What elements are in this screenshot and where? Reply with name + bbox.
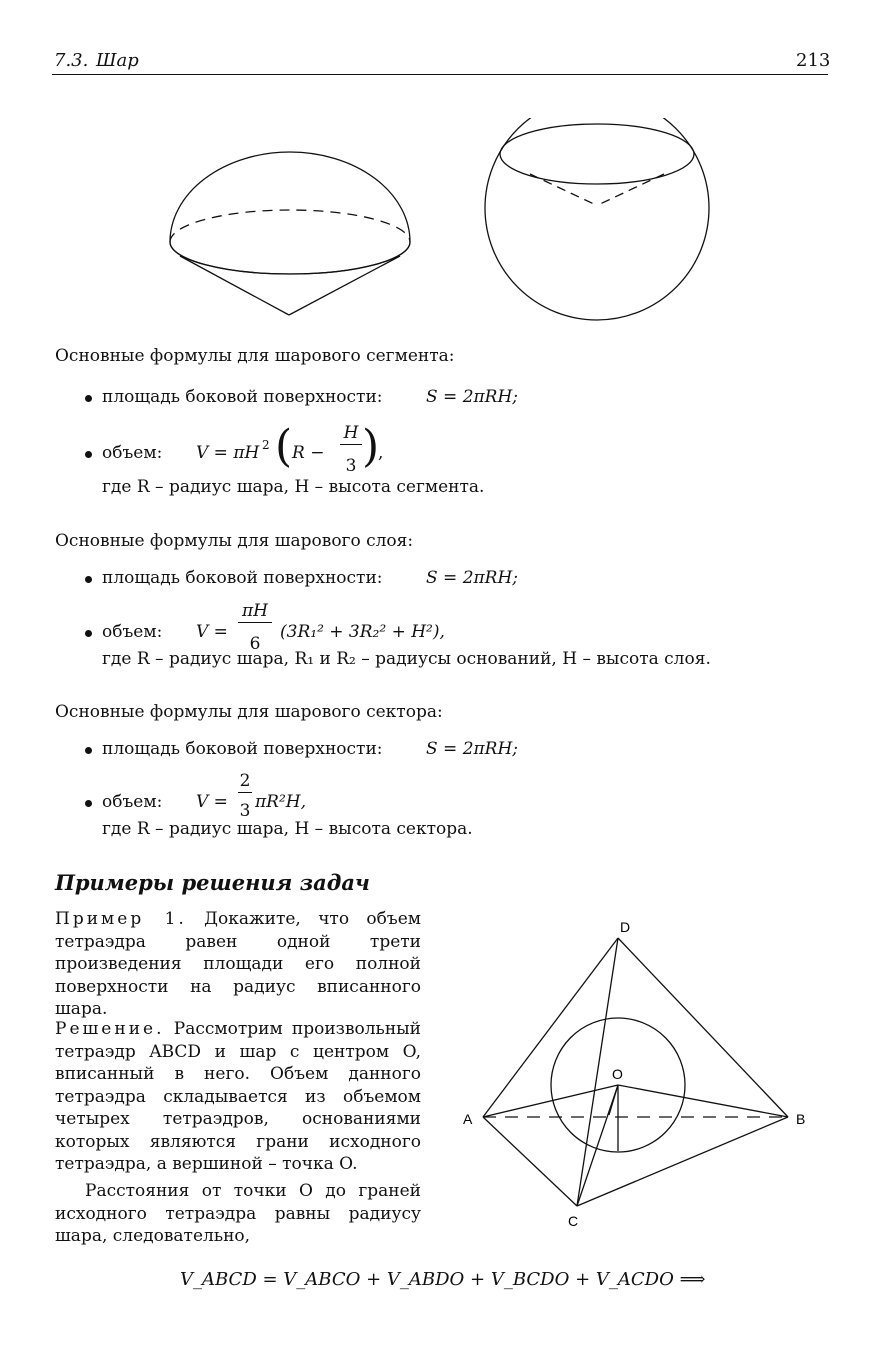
layer-volume-rhs: (3R₁² + 3R₂² + H²), xyxy=(280,622,445,642)
segment-volume-tail-comma: , xyxy=(378,443,384,463)
sector-lateral-formula: S = 2πRH; xyxy=(426,739,519,759)
layer-where: где R – радиус шара, R₁ и R₂ – радиусы оснований, H – высота слоя. xyxy=(102,649,711,669)
bullet-dot xyxy=(85,576,92,583)
label-b: B xyxy=(796,1111,806,1127)
segment-lateral-label: площадь боковой поверхности: xyxy=(102,387,383,407)
segment-volume-paren-a: R − xyxy=(292,443,325,463)
layer-lateral-label: площадь боковой поверхности: xyxy=(102,568,383,588)
solution-paragraph xyxy=(55,1018,421,1176)
bullet-dot xyxy=(85,800,92,807)
segment-volume-label: объем: xyxy=(102,443,163,463)
header-rule xyxy=(52,74,828,75)
label-c: C xyxy=(568,1213,579,1229)
page-number: 213 xyxy=(796,50,831,71)
sector-lateral-label: площадь боковой поверхности: xyxy=(102,739,383,759)
segment-sector-figures xyxy=(160,118,730,323)
sector-volume-label: объем: xyxy=(102,792,163,812)
examples-heading: Примеры решения задач xyxy=(55,870,370,895)
final-formula: V_ABCD = V_ABCO + V_ABDO + V_BCDO + V_ACDO ⟹ xyxy=(180,1269,706,1290)
layer-lateral-formula: S = 2πRH; xyxy=(426,568,519,588)
label-o: O xyxy=(612,1066,623,1082)
example-label: Пример 1. xyxy=(55,909,187,929)
layer-volume-label: объем: xyxy=(102,622,163,642)
sector-heading: Основные формулы для шарового сектора: xyxy=(55,702,443,722)
bullet-dot xyxy=(85,451,92,458)
label-a: A xyxy=(463,1111,473,1127)
segment-volume-lhs: V = πH xyxy=(196,443,260,463)
continuation-paragraph: Расстояния от точки O до граней исходного тетраэдра равны радиусу шара, следовательно, xyxy=(55,1181,421,1246)
label-d: D xyxy=(620,919,631,935)
bullet-dot xyxy=(85,630,92,637)
segment-frac-den: 3 xyxy=(345,456,357,476)
segment-frac-num: H xyxy=(340,422,362,445)
solution-text: Рассмотрим произвольный тетраэдр ABCD и шар с центром O, вписанный в него. Объем данного тетраэдра складывается из объемом четырех тетраэдров, основаниями которых являются грани исходного тетраэдра, а вершиной – точка O. xyxy=(55,1019,422,1174)
segment-heading: Основные формулы для шарового сегмента: xyxy=(55,346,455,366)
paren-close: ) xyxy=(362,421,380,472)
sector-frac-num: 2 xyxy=(239,771,251,791)
example-1-paragraph xyxy=(55,908,421,1021)
sector-frac-den: 3 xyxy=(239,801,251,821)
section-number: 7.3. xyxy=(54,50,89,71)
layer-frac-num: πH xyxy=(238,600,272,623)
sector-sphere-figure xyxy=(485,118,709,320)
layer-frac-den: 6 xyxy=(249,634,261,654)
sector-volume-lhs: V = xyxy=(196,792,228,812)
sector-volume-rhs: πR²H, xyxy=(255,792,307,812)
sector-where: где R – радиус шара, H – высота сектора. xyxy=(102,819,473,839)
layer-heading: Основные формулы для шарового слоя: xyxy=(55,531,414,551)
bullet-dot xyxy=(85,395,92,402)
section-title: Шар xyxy=(96,50,139,71)
bullet-dot xyxy=(85,747,92,754)
segment-volume-sq: 2 xyxy=(262,438,270,452)
segment-lateral-formula: S = 2πRH; xyxy=(426,387,519,407)
example-text: Докажите, что объем тетраэдра равен одной трети произведения площади его полной поверхности на радиус вписанного шара. xyxy=(55,909,422,1019)
paren-open: ( xyxy=(275,421,293,472)
segment-cone-figure xyxy=(170,152,410,315)
layer-volume-lhs: V = xyxy=(196,622,228,642)
tetrahedron-figure xyxy=(455,915,815,1235)
segment-where: где R – радиус шара, H – высота сегмента. xyxy=(102,477,485,497)
solution-label: Решение. xyxy=(55,1019,165,1039)
